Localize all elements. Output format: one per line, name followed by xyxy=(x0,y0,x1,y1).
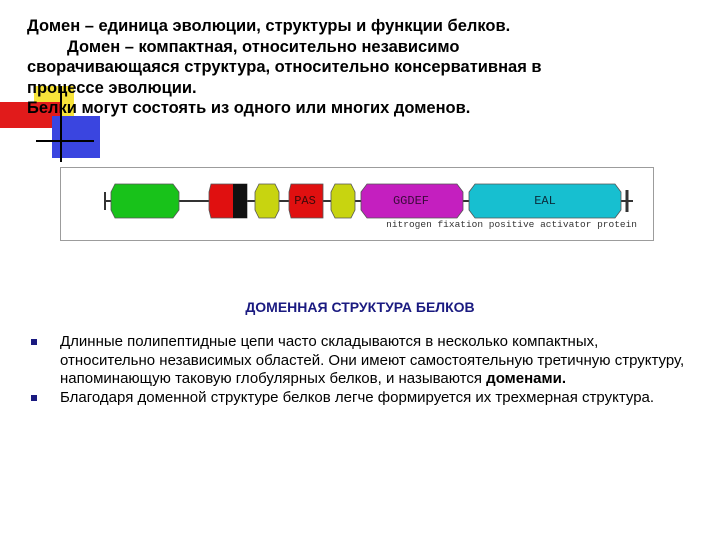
domain-label-pas: PAS xyxy=(294,194,316,208)
heading-line: Белки могут состоять из одного или многих доменов. xyxy=(27,99,471,117)
domain-yellow xyxy=(255,184,279,218)
domain-green xyxy=(111,184,179,218)
bullet-text: Длинные полипептидные цепи часто складываются в несколько компактных, относительно независимых областей. Они имеют самостоятельную третичную структуру, напоминающую таковую глобулярных белков, и называются xyxy=(60,333,685,387)
decor-horizontal-line xyxy=(36,140,94,142)
protein-name-label: nitrogen fixation positive activator protein xyxy=(386,219,637,230)
domain-diagram-svg xyxy=(61,168,653,240)
list-item xyxy=(28,389,688,408)
figure-caption: ДОМЕННАЯ СТРУКТУРА БЕЛКОВ xyxy=(245,299,475,315)
bullet-bold-term: доменами. xyxy=(486,370,566,387)
bullet-marker-icon xyxy=(31,339,37,345)
protein-domain-diagram xyxy=(60,167,654,241)
domain-yellow-2 xyxy=(331,184,355,218)
slide-heading xyxy=(27,16,707,119)
heading-line: Домен – единица эволюции, структуры и функции белков. xyxy=(27,17,511,35)
domain-red-black-end xyxy=(233,184,247,218)
heading-line: сворачивающаяся структура, относительно консервативная в xyxy=(27,58,542,76)
bullet-text: Благодаря доменной структуре белков легче формируется их трехмерная структура. xyxy=(60,388,655,406)
heading-line: процессе эволюции. xyxy=(27,78,197,97)
bullet-list xyxy=(28,333,688,407)
bullet-marker-icon xyxy=(31,395,37,401)
domain-label-ggdef: GGDEF xyxy=(392,194,430,208)
list-item xyxy=(28,333,688,389)
heading-line: Домен – компактная, относительно независимо xyxy=(67,37,460,56)
domain-label-eal: EAL xyxy=(534,194,556,208)
